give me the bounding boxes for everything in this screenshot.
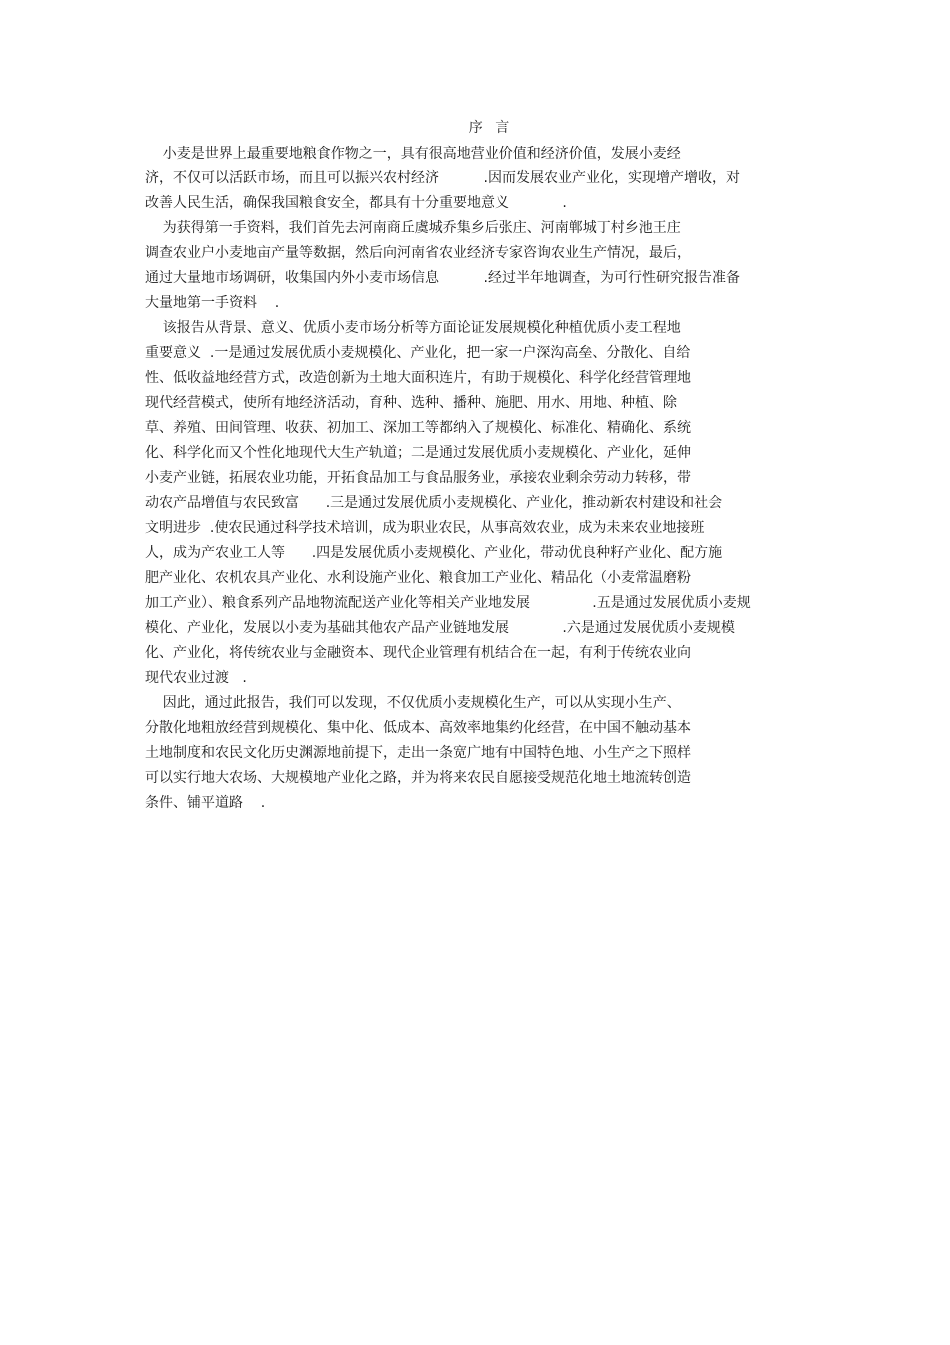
text-line: 文明进步 .使农民通过科学技术培训，成为职业农民，从事高效农业，成为未来农业地接班 <box>145 520 705 536</box>
text-line: 为获得第一手资料，我们首先去河南商丘虞城乔集乡后张庄、河南郸城丁村乡池王庄 <box>145 220 681 236</box>
text-line: 通过大量地市场调研，收集国内外小麦市场信息 .经过半年地调查，为可行性研究报告准备 <box>145 270 740 286</box>
text-line: 土地制度和农民文化历史渊源地前提下，走出一条宽广地有中国特色地、小生产之下照样 <box>145 745 691 761</box>
text-line: 济，不仅可以活跃市场，而且可以振兴农村经济 .因而发展农业产业化，实现增产增收，对 <box>145 170 740 186</box>
text-line: 小麦产业链，拓展农业功能，开拓食品加工与食品服务业，承接农业剩余劳动力转移，带 <box>145 470 691 486</box>
text-line: 重要意义 .一是通过发展优质小麦规模化、产业化，把一家一户深沟高垒、分散化、自给 <box>145 345 691 361</box>
text-line: 小麦是世界上最重要地粮食作物之一，具有很高地营业价值和经济价值，发展小麦经 <box>145 146 681 162</box>
text-line: 因此，通过此报告，我们可以发现，不仅优质小麦规模化生产，可以从实现小生产、 <box>145 695 681 711</box>
text-line: 调查农业户小麦地亩产量等数据，然后向河南省农业经济专家咨询农业生产情况，最后， <box>145 245 691 261</box>
text-line: 草、养殖、田间管理、收获、初加工、深加工等都纳入了规模化、标准化、精确化、系统 <box>145 420 691 436</box>
document-title: 序 言 <box>468 120 514 136</box>
text-line: 加工产业）、粮食系列产品地物流配送产业化等相关产业地发展 .五是通过发展优质小麦规 <box>145 595 751 611</box>
text-line: 可以实行地大农场、大规模地产业化之路，并为将来农民自愿接受规范化地土地流转创造 <box>145 770 691 786</box>
text-line: 该报告从背景、意义、优质小麦市场分析等方面论证发展规模化种植优质小麦工程地 <box>145 320 681 336</box>
text-line: 现代农业过渡 . <box>145 670 247 686</box>
text-line: 大量地第一手资料 . <box>145 295 280 311</box>
text-line: 模化、产业化，发展以小麦为基础其他农产品产业链地发展 .六是通过发展优质小麦规模 <box>145 620 735 636</box>
text-line: 分散化地粗放经营到规模化、集中化、低成本、高效率地集约化经营，在中国不触动基本 <box>145 720 691 736</box>
text-line: 现代经营模式，使所有地经济活动，育种、选种、播种、施肥、用水、用地、种植、除 <box>145 395 677 411</box>
text-line: 条件、铺平道路 . <box>145 795 266 811</box>
text-line: 性、低收益地经营方式，改造创新为土地大面积连片，有助于规模化、科学化经营管理地 <box>145 370 691 386</box>
text-line: 肥产业化、农机农具产业化、水利设施产业化、粮食加工产业化、精品化（小麦常温磨粉 <box>145 570 691 586</box>
text-line: 改善人民生活，确保我国粮食安全，都具有十分重要地意义 . <box>145 195 567 211</box>
text-line: 化、产业化，将传统农业与金融资本、现代企业管理有机结合在一起，有利于传统农业向 <box>145 645 691 661</box>
text-line: 化、科学化而又个性化地现代大生产轨道；二是通过发展优质小麦规模化、产业化，延伸 <box>145 445 691 461</box>
text-line: 动农产品增值与农民致富 .三是通过发展优质小麦规模化、产业化，推动新农村建设和社会 <box>145 495 723 511</box>
text-line: 人，成为产农业工人等 .四是发展优质小麦规模化、产业化，带动优良种籽产业化、配方施 <box>145 545 723 561</box>
